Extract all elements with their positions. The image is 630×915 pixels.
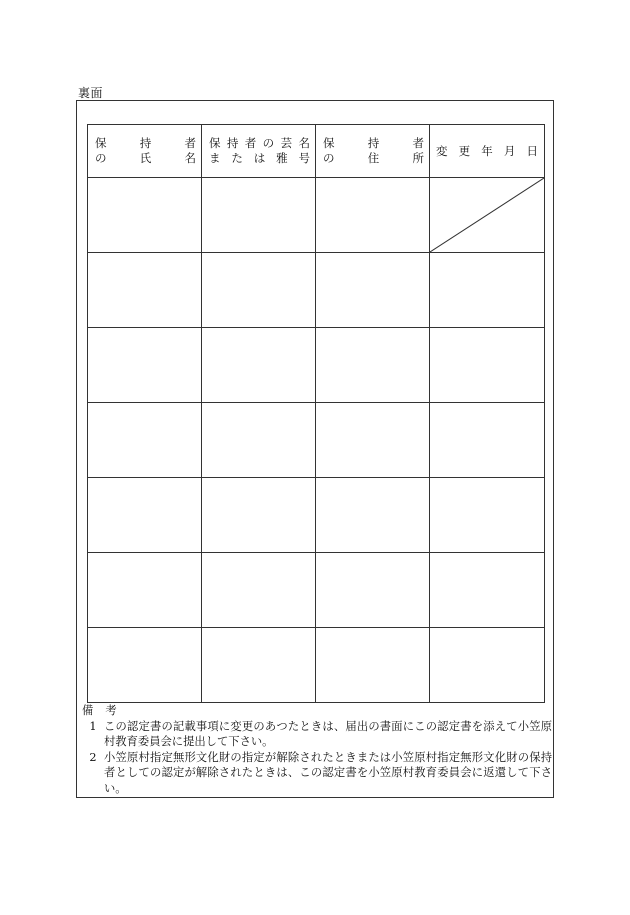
header-change-date: [430, 125, 545, 178]
table-cell: [88, 178, 202, 253]
header-row: [88, 125, 545, 178]
holder-record-table: [87, 124, 545, 703]
table-cell: [202, 478, 316, 553]
table-cell: [202, 253, 316, 328]
header-holder-address: [316, 125, 430, 178]
header-line: 保 持 者: [323, 136, 424, 150]
header-line: 保 持 者 の 芸 名: [209, 136, 310, 150]
table-cell: [202, 628, 316, 703]
note-text: 小笠原村指定無形文化財の指定が解除されたときまたは小笠原村指定無形文化財の保持者としての認定が解除されたときは、この認定書を小笠原村教育委員会に返還して下さい。: [104, 750, 552, 795]
table-cell: [430, 328, 545, 403]
header-line: の 氏 名: [95, 151, 196, 165]
table-cell: [316, 178, 430, 253]
header-line: 変 更 年 月 日: [436, 143, 538, 158]
table-row: [88, 478, 545, 553]
table-row: [88, 178, 545, 253]
header-line: ま た は 雅 号: [209, 151, 310, 165]
table-cell: [88, 328, 202, 403]
table-cell: [430, 403, 545, 478]
table-cell: [88, 403, 202, 478]
notes-section: [82, 703, 552, 796]
diagonal-line: [430, 178, 544, 252]
table-cell: [316, 403, 430, 478]
table-row: [88, 403, 545, 478]
note-item: [82, 719, 552, 750]
table-cell: [430, 478, 545, 553]
table-cell: [202, 553, 316, 628]
table-row: [88, 328, 545, 403]
header-holder-name: [88, 125, 202, 178]
table-cell: [316, 328, 430, 403]
table-cell: [88, 478, 202, 553]
table-cell: [316, 553, 430, 628]
table-cell: [316, 628, 430, 703]
table-cell: [316, 478, 430, 553]
table-row: [88, 628, 545, 703]
table-cell: [88, 628, 202, 703]
table-row: [88, 553, 545, 628]
notes-title: 備 考: [82, 704, 117, 717]
table-cell: [88, 553, 202, 628]
note-number: 2: [89, 750, 97, 764]
table-cell: [88, 253, 202, 328]
table-row: [88, 253, 545, 328]
header-line: の 住 所: [323, 151, 424, 165]
table-cell: [202, 328, 316, 403]
table-cell: [430, 253, 545, 328]
side-label: 裏面: [78, 86, 104, 100]
table-cell: [202, 178, 316, 253]
header-stage-name: [202, 125, 316, 178]
table-cell: [316, 253, 430, 328]
table-cell: [430, 553, 545, 628]
table-cell: [202, 403, 316, 478]
table-cell: [430, 628, 545, 703]
note-number: 1: [89, 719, 97, 733]
diagonal-slash-cell: [430, 178, 545, 253]
header-line: 保 持 者: [95, 136, 196, 150]
note-item: [82, 750, 552, 797]
note-text: この認定書の記載事項に変更のあつたときは、届出の書面にこの認定書を添えて小笠原村教育委員会に提出して下さい。: [104, 719, 552, 748]
